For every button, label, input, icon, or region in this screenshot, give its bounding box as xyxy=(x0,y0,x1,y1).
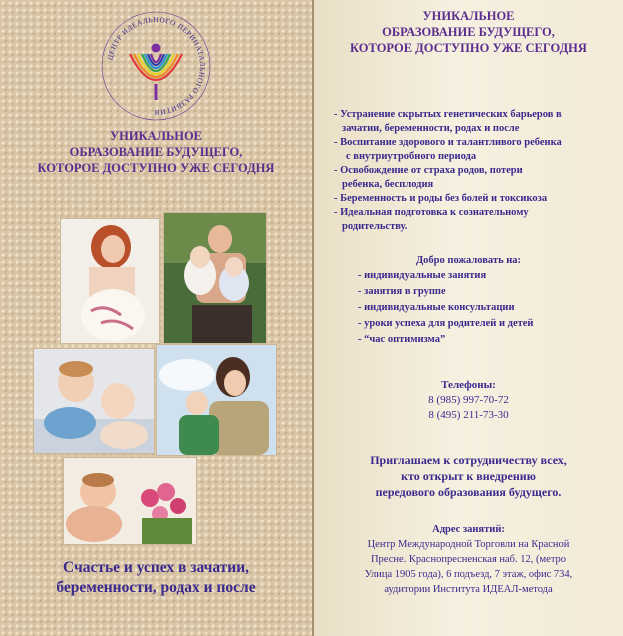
right-title xyxy=(314,8,623,56)
address-line: Центр Международной Торговли на Красной xyxy=(367,539,570,550)
right-title-line: ОБРАЗОВАНИЕ БУДУЩЕГО, xyxy=(382,25,555,39)
left-title-line: КОТОРОЕ ДОСТУПНО УЖЕ СЕГОДНЯ xyxy=(37,161,275,175)
service-item: - “час оптимизма” xyxy=(358,334,446,345)
right-title-line: КОТОРОЕ ДОСТУПНО УЖЕ СЕГОДНЯ xyxy=(350,41,587,55)
right-panel xyxy=(314,0,623,636)
service-item: - занятия в группе xyxy=(358,286,446,297)
address-block xyxy=(314,522,623,597)
benefit-line: - Устранение скрытых генетических барьеров в xyxy=(334,109,562,120)
phone-number: 8 (495) 211-73-30 xyxy=(428,409,509,421)
mother-with-child-photo xyxy=(156,344,277,456)
father-with-children-photo xyxy=(163,212,267,344)
service-item: - индивидуальные консультации xyxy=(358,302,515,313)
phones-block xyxy=(314,378,623,423)
svg-text:ЦЕНТР ИДЕАЛЬНОГО ПЕРИНАТАЛЬНОГ: ЦЕНТР ИДЕАЛЬНОГО ПЕРИНАТАЛЬНОГО РАЗВИТИЯ xyxy=(106,15,207,117)
left-title-line: ОБРАЗОВАНИЕ БУДУЩЕГО, xyxy=(69,145,243,159)
benefit-line: - Воспитание здорового и талантливого ребенка xyxy=(334,137,562,148)
benefit-line: родительству. xyxy=(342,221,408,232)
benefit-line: - Беременность и роды без болей и токсикоза xyxy=(334,193,548,204)
phone-number: 8 (985) 997-70-72 xyxy=(428,394,509,406)
baby-with-flowers-photo xyxy=(63,457,197,545)
right-title-line: УНИКАЛЬНОЕ xyxy=(422,9,515,23)
left-title xyxy=(0,128,312,176)
address-heading: Адрес занятий: xyxy=(432,524,505,535)
address-line: Улица 1905 года), 6 подъезд, 7 этаж, офис 734, xyxy=(364,569,573,580)
benefit-line: - Идеальная подготовка к сознательному xyxy=(334,207,529,218)
phones-heading: Телефоны: xyxy=(441,379,496,391)
benefit-line: - Освобождение от страха родов, потери xyxy=(334,165,523,176)
address-line: Пресне. Краснопресненская наб. 12, (метро xyxy=(370,554,567,565)
two-babies-photo xyxy=(33,348,155,454)
benefit-line: с внутриутробного периода xyxy=(346,151,477,162)
left-slogan-line: беременности, родах и после xyxy=(56,579,256,596)
pregnant-woman-photo xyxy=(60,218,160,344)
service-item: - индивидуальные занятия xyxy=(358,270,487,281)
center-logo-icon xyxy=(100,10,212,122)
address-line: аудитории Института ИДЕАЛ-метода xyxy=(384,584,553,595)
left-title-line: УНИКАЛЬНОЕ xyxy=(109,129,203,143)
benefit-line: зачатии, беременности, родах и после xyxy=(342,123,520,134)
left-slogan xyxy=(0,558,312,598)
benefit-line: ребенка, бесплодия xyxy=(342,179,434,190)
services-list xyxy=(358,268,618,348)
left-slogan-line: Счастье и успех в зачатии, xyxy=(62,559,250,576)
invitation-line: передового образования будущего. xyxy=(375,485,562,499)
welcome-heading: Добро пожаловать на: xyxy=(415,255,522,266)
invitation-text xyxy=(314,452,623,500)
benefits-list xyxy=(334,108,616,234)
invitation-line: кто открыт к внедрению xyxy=(401,469,536,483)
service-item: - уроки успеха для родителей и детей xyxy=(358,318,534,329)
invitation-line: Приглашаем к сотрудничеству всех, xyxy=(370,453,567,467)
